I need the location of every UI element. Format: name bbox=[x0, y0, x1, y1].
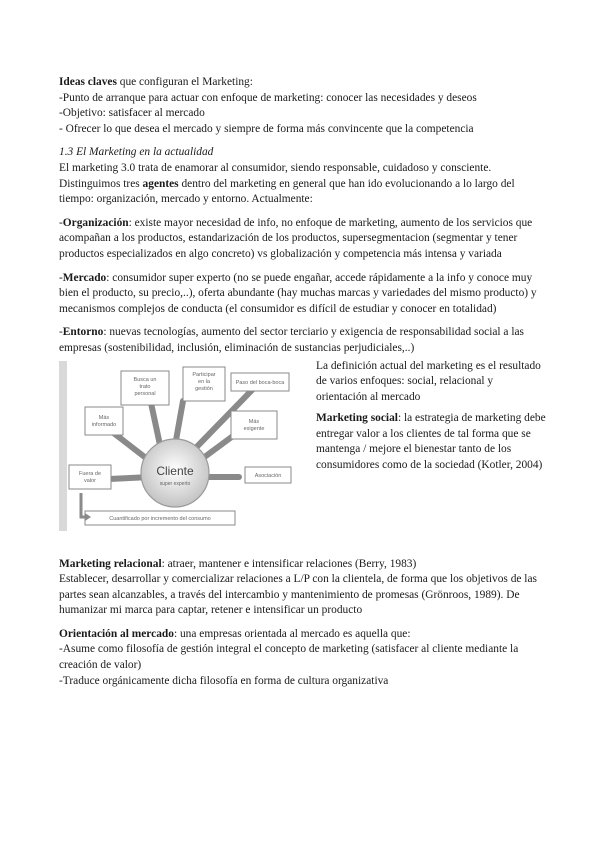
section-paragraph-1: El marketing 3.0 trata de enamorar al consumidor, siendo responsable, cuidadoso y consciente. bbox=[59, 161, 492, 174]
relacional-line: Marketing relacional: atraer, mantener e intensificar relaciones (Berry, 1983) bbox=[59, 557, 417, 570]
svg-text:Más: Más bbox=[98, 414, 110, 421]
section-paragraph-2: Distinguimos tres agentes dentro del marketing en general que han ido evolucionando a lo largo del tiempo: organización, mercado y entorno. Actualmente: bbox=[59, 177, 515, 206]
section-actualidad bbox=[59, 145, 543, 207]
svg-text:gestión: gestión bbox=[195, 385, 213, 392]
box-bottom-left bbox=[69, 465, 111, 489]
svg-text:exigente: exigente bbox=[243, 425, 265, 432]
svg-text:en la: en la bbox=[198, 378, 210, 385]
relacional-term: Marketing relacional bbox=[59, 557, 162, 570]
box-left bbox=[85, 407, 123, 435]
svg-text:personal: personal bbox=[134, 390, 156, 397]
figure-row bbox=[59, 359, 546, 549]
ideas-claves-title: Ideas claves que configuran el Marketing: bbox=[59, 76, 253, 88]
svg-text:Paso del boca-boca: Paso del boca-boca bbox=[235, 379, 285, 386]
center-sub-label: super experto bbox=[159, 480, 191, 487]
section-heading: 1.3 El Marketing en la actualidad bbox=[59, 146, 214, 159]
organizacion-term: Organización bbox=[62, 216, 129, 229]
svg-text:valor: valor bbox=[84, 477, 96, 484]
svg-text:Más: Más bbox=[248, 418, 260, 425]
ideas-line-1: -Punto de arranque para actuar con enfoque de marketing: conocer las necesidades y deseos bbox=[59, 91, 477, 104]
box-right bbox=[231, 411, 277, 439]
relacional-block bbox=[59, 557, 543, 619]
svg-text:trato: trato bbox=[139, 383, 151, 390]
ideas-line-2: -Objetivo: satisfacer al mercado bbox=[59, 107, 205, 120]
cliente-diagram bbox=[59, 361, 295, 531]
social-paragraph: Marketing social: la estrategia de marketing debe entregar valor a los clientes de tal forma que se mantenga / mejore el bienestar tanto de los consumidores como de la sociedad (Kotler, 2004) bbox=[316, 412, 546, 472]
ideas-line-3: - Ofrecer lo que desea el mercado y siempre de forma más convincente que la competencia bbox=[59, 122, 474, 135]
entorno-paragraph: -Entorno: nuevas tecnologías, aumento del sector terciario y exigencia de responsabilidad social a las empresas (sostenibilidad, inclusión, eliminación de sustancias perjudiciales,..) bbox=[59, 326, 524, 354]
svg-text:Fuera de: Fuera de bbox=[78, 470, 102, 477]
orientacion-term: Orientación al mercado bbox=[59, 627, 174, 640]
svg-text:Busca un: Busca un bbox=[133, 376, 157, 383]
center-main-label: Cliente bbox=[156, 463, 194, 478]
bottom-bar-label: Cuantificado por incremento del consumo bbox=[109, 515, 211, 522]
mercado-term: Mercado bbox=[62, 271, 107, 284]
svg-text:Participar: Participar bbox=[192, 371, 216, 378]
orientacion-line: Orientación al mercado: una empresas orientada al mercado es aquella que: bbox=[59, 627, 411, 640]
orientacion-line-2: -Traduce orgánicamente dicha filosofía en forma de cultura organizativa bbox=[59, 674, 389, 687]
ideas-claves-block bbox=[59, 75, 543, 137]
svg-text:Asociación: Asociación bbox=[254, 472, 282, 479]
orientacion-line-1: -Asume como filosofía de gestión integral el concepto de marketing (satisfacer al cliente mediante la creación de valor) bbox=[59, 643, 519, 672]
orientacion-block bbox=[59, 627, 543, 689]
social-term: Marketing social bbox=[316, 412, 398, 425]
definicion-paragraph: La definición actual del marketing es el resultado de varios enfoques: social, relacional y orientación al mercado bbox=[316, 359, 541, 403]
organizacion-paragraph: -Organización: existe mayor necesidad de info, no enfoque de marketing, aumento de los servicios que acompañan a los productos, estandarización de los productos, supersegmentacion (segmentar y tener productos especializados en algo concreto) vs globalización y competencia más intensa y variada bbox=[59, 216, 533, 260]
figure-side-text bbox=[316, 359, 546, 480]
relacional-paragraph-2: Establecer, desarrollar y comercializar relaciones a L/P con la clientela, de forma que los objetivos de las partes sean alcanzables, a través del intercambio y mantenimiento de promesas (Grönroos, 1989). De humanizar mi marca para captar, retener e intensificar un producto bbox=[59, 573, 537, 617]
mercado-paragraph: -Mercado: consumidor super experto (no se puede engañar, accede rápidamente a la info y conoce muy bien el producto, su precio,..), oferta abundante (hay muchas marcas y variedades del mismo producto) y mecanismos complejos de conducta (el consumidor es difícil de estudiar y conocer en totalidad) bbox=[59, 271, 537, 315]
svg-text:informado: informado bbox=[91, 421, 117, 428]
document-page bbox=[59, 75, 546, 697]
entorno-term: Entorno bbox=[62, 326, 104, 339]
